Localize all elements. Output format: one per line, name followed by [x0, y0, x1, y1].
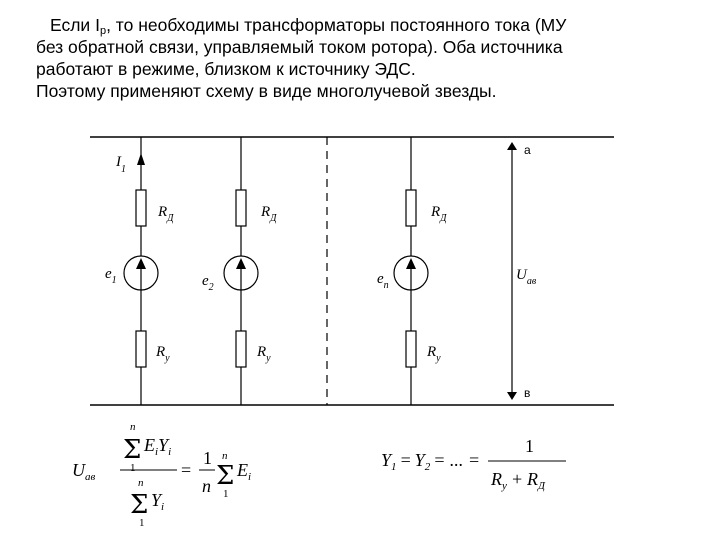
intro-line-4: Поэтому применяют схему в виде многолучевой звезды. — [36, 81, 497, 101]
num-sum-lower: 1 — [130, 462, 136, 474]
emf-label-n: $e_n$ — [377, 271, 389, 291]
den-sum-lower: 1 — [139, 517, 145, 529]
branch-n — [377, 137, 447, 405]
formula-y-denominator: $R_y + R_Д$ — [491, 469, 546, 492]
den-sum-upper: n — [138, 477, 144, 489]
formula-uab-lhs: $U_{ав}$ — [72, 460, 96, 483]
num-sum-upper: n — [130, 421, 136, 433]
branch-2 — [202, 137, 277, 405]
rd-label-n: $R_Д$ — [431, 204, 447, 224]
emf-label-2: $e_2$ — [202, 273, 214, 293]
voltage-label: $U_{ав}$ — [516, 267, 537, 287]
formula-y-numerator: 1 — [525, 436, 534, 456]
resistor-rd-2 — [236, 190, 246, 226]
rhs-sum-icon: Σ — [216, 461, 235, 491]
emf-label-1: $e_1$ — [105, 266, 117, 286]
rhs-sum-upper: n — [222, 450, 228, 462]
intro-line-1-start: Если I — [50, 15, 100, 35]
resistor-ry-2 — [236, 331, 246, 367]
resistor-ry-1 — [136, 331, 146, 367]
resistor-rd-n — [406, 190, 416, 226]
num-term: $E_iY_i$ — [144, 435, 172, 458]
rd-label-1: $R_Д$ — [158, 204, 174, 224]
rd-label-2: $R_Д$ — [261, 204, 277, 224]
formula-y — [381, 436, 566, 492]
intro-line-1-subscript: р — [99, 25, 107, 37]
rhs-sum-lower: 1 — [223, 488, 229, 500]
intro-line-2: без обратной связи, управляемый током ротора). Оба источника — [36, 37, 563, 57]
resistor-rd-1 — [136, 190, 146, 226]
den-sum-icon: Σ — [130, 490, 149, 520]
ry-label-2: $R_y$ — [257, 344, 271, 364]
ry-label-1: $R_y$ — [156, 344, 170, 364]
rhs-term: $E_i$ — [237, 460, 252, 483]
frac-n: n — [202, 476, 211, 496]
num-sum-icon: Σ — [123, 435, 142, 465]
ry-label-n: $R_y$ — [427, 344, 441, 364]
node-b-label: в — [524, 386, 531, 400]
resistor-ry-n — [406, 331, 416, 367]
formula-uab-eq: = — [181, 460, 192, 480]
voltage-indicator — [512, 143, 537, 400]
current-arrow-icon — [137, 153, 145, 165]
branch-1 — [105, 137, 174, 405]
formula-uab — [72, 421, 251, 529]
intro-line-3: работают в режиме, близком к источнику ЭДС. — [36, 59, 416, 79]
formula-y-left: $Y_1 = Y_2$ = ... = — [381, 450, 480, 473]
den-term: $Y_i$ — [151, 490, 165, 513]
frac-one: 1 — [203, 448, 212, 468]
intro-line-1-rest: , то необходимы трансформаторы постоянного тока (МУ — [106, 15, 567, 35]
node-a-label: а — [524, 143, 531, 157]
current-label: $I_1$ — [116, 154, 126, 175]
